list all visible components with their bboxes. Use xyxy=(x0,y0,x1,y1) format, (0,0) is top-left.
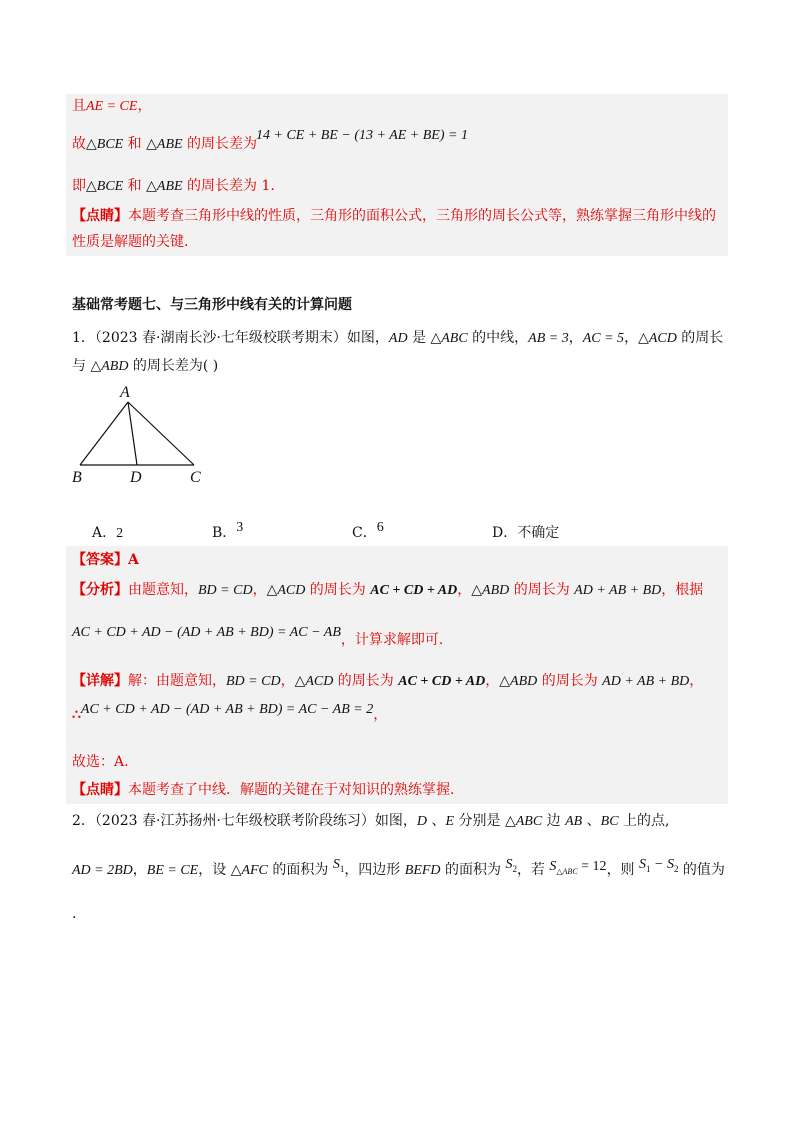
side-ab xyxy=(80,402,128,465)
answer-line: 【答案】A xyxy=(72,552,139,568)
solution-note-line-1: 【点睛】本题考查三角形中线的性质，三角形的面积公式，三角形的周长公式等，熟练掌握三角形中线的 xyxy=(72,208,716,224)
vertex-label-b: B xyxy=(72,469,82,486)
option-b: B．3 xyxy=(212,520,244,541)
analysis-line-1: 【分析】由题意知，BD = CD，△ACD 的周长为 AC + CD + AD，△ABD 的周长为 AD + AB + BD，根据 xyxy=(72,582,704,598)
question-2-line-1: 2．（2023 春·江苏扬州·七年级校联考阶段练习）如图，D 、E 分别是 △ABC 边 AB 、BC 上的点, xyxy=(72,813,670,829)
option-a: A．2 xyxy=(92,525,124,541)
question-1-line-1: 1．（2023 春·湖南长沙·七年级校联考期末）如图，AD 是 △ABC 的中线，AB = 3，AC = 5，△ACD 的周长 xyxy=(72,330,724,346)
vertex-label-a: A xyxy=(120,384,130,401)
detail-line-1: 【详解】解：由题意知，BD = CD，△ACD 的周长为 AC + CD + AD，△ABD 的周长为 AD + AB + BD， xyxy=(72,673,704,689)
solution-line-1: 且AE = CE， xyxy=(72,98,152,114)
vertex-label-c: C xyxy=(190,469,201,486)
analysis-line-2: AC + CD + AD − (AD + AB + BD) = AC − AB，计算求解即可. xyxy=(72,625,444,648)
vertex-label-d: D xyxy=(130,469,142,486)
detail-line-2: ∴AC + CD + AD − (AD + AB + BD) = AC − AB = 2， xyxy=(72,702,388,723)
median-ad xyxy=(128,402,137,465)
question-2-line-2: AD = 2BD，BE = CE，设 △AFC 的面积为 $S_1$，四边形 BEFD 的面积为 $S_2$，若 $S_{\triangle ABC} = 12$，则 $S_1 - S_2$ 的值为 xyxy=(72,857,725,878)
option-d: D．不确定 xyxy=(492,525,560,541)
question-1-line-2: 与 △ABD 的周长差为( ) xyxy=(72,358,219,374)
question-2-line-3: . xyxy=(72,906,77,922)
solution-line-2: 故△BCE 和 △ABE 的周长差为 xyxy=(72,136,257,152)
option-c: C．6 xyxy=(352,520,384,541)
side-ac xyxy=(128,402,194,465)
perimeter-diff-formula: 14 + CE + BE − (13 + AE + BE) = 1 xyxy=(256,128,468,143)
choose-line: 故选：A. xyxy=(72,754,129,770)
q1-note-line: 【点睛】本题考查了中线．解题的关键在于对知识的熟练掌握. xyxy=(72,782,455,798)
solution-line-3: 即△BCE 和 △ABE 的周长差为 1. xyxy=(72,178,275,194)
section-title: 基础常考题七、与三角形中线有关的计算问题 xyxy=(72,297,352,313)
solution-note-line-2: 性质是解题的关键. xyxy=(72,234,189,250)
